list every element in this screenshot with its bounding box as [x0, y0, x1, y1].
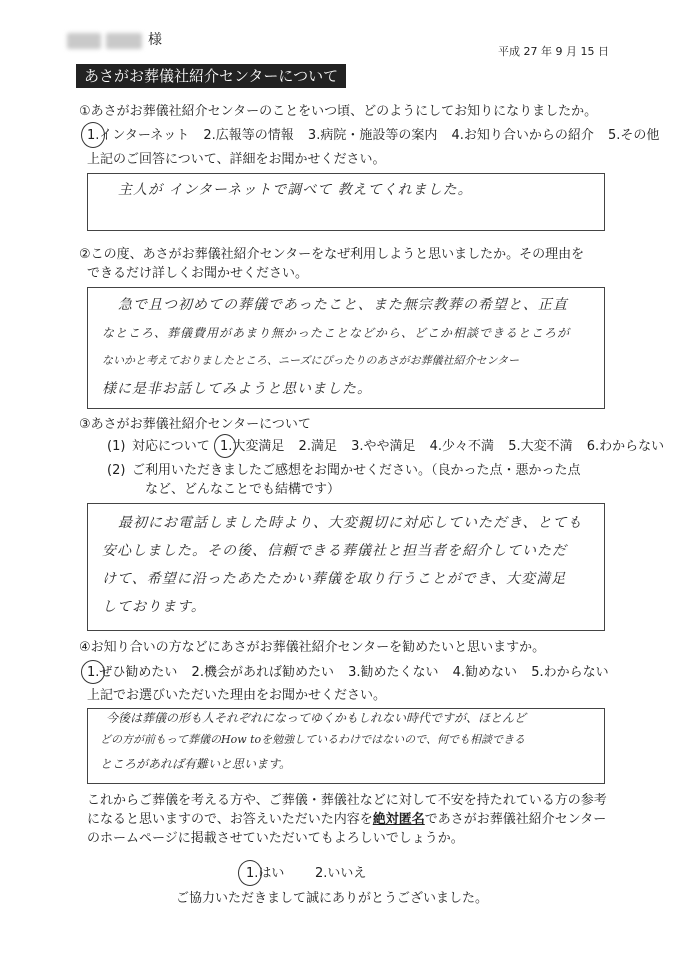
redacted-name-2 [106, 33, 142, 49]
closing-line2-after: であさがお葬儀社紹介センター [424, 812, 607, 827]
q3-sub1-options [220, 438, 674, 455]
q3-question: ③あさがお葬儀社紹介センターについて [79, 417, 311, 432]
q3-option-5[interactable]: 5.大変不満 [508, 439, 573, 454]
q2-answer-line: ないかと考えておりましたところ、ニーズにぴったりのあさがお葬儀社紹介センター [102, 354, 520, 367]
q3-answer-line: 最初にお電話しました時より、大変親切に対応していただき、とても [118, 515, 583, 531]
q2-question-line1: ②この度、あさがお葬儀社紹介センターをなぜ利用しようと思いましたか。その理由を [79, 247, 585, 262]
q4-question: ④お知り合いの方などにあさがお葬儀社紹介センターを勧めたいと思いますか。 [79, 640, 546, 655]
q1-answer-line: 主人が インターネットで調べて 教えてくれました。 [118, 182, 473, 198]
thanks-message: ご協力いただきまして誠にありがとうございました。 [176, 891, 489, 906]
closing-line2 [87, 811, 606, 828]
q4-option-1[interactable]: 1.ぜひ勧めたい [87, 665, 178, 680]
q1-question: ①あさがお葬儀社紹介センターのことをいつ頃、どのようにしてお知りになりましたか。 [79, 104, 598, 119]
q3-sub2-text-line2: など、どんなことでも結構です） [145, 482, 341, 497]
q2-question-line2: できるだけ詳しくお聞かせください。 [87, 266, 309, 281]
q3-answer-line: 安心しました。その後、信頼できる葬儀社と担当者を紹介していただ [102, 543, 567, 559]
q1-option-3[interactable]: 3.病院・施設等の案内 [307, 128, 438, 143]
q1-option-1[interactable]: 1.インターネット [87, 128, 190, 143]
q3-selection-circle [214, 434, 236, 458]
closing-line2-before: になると思いますので、お答えいただいた内容を [87, 812, 373, 827]
q2-answer-line: 様に是非お話してみようと思いました。 [102, 381, 372, 397]
q3-sub1-text: 対応について [132, 439, 210, 454]
q4-option-5[interactable]: 5.わからない [531, 665, 609, 680]
q2-answer-box[interactable] [87, 287, 605, 409]
q1-option-5[interactable]: 5.その他 [608, 128, 660, 143]
q3-answer-box[interactable] [87, 503, 605, 631]
consent-selection-circle [238, 860, 262, 886]
q3-option-3[interactable]: 3.やや満足 [351, 439, 416, 454]
q4-followup: 上記でお選びいただいた理由をお聞かせください。 [87, 688, 387, 703]
q3-answer-line: けて、希望に沿ったあたたかい葬儀を取り行うことができ、大変満足 [102, 571, 567, 587]
q1-followup: 上記のご回答について、詳細をお聞かせください。 [87, 152, 386, 167]
honorific: 様 [148, 32, 162, 48]
q3-sub1-label: (1) [107, 439, 126, 454]
q3-option-2[interactable]: 2.満足 [298, 439, 337, 454]
q4-option-3[interactable]: 3.勧めたくない [348, 665, 439, 680]
q2-answer-line: なところ、葬儀費用があまり無かったことなどから、どこか相談できるところが [102, 326, 571, 340]
q1-options [87, 127, 669, 144]
redacted-name-1 [67, 33, 101, 49]
q1-selection-circle [81, 122, 105, 148]
closing-line1: これからご葬儀を考える方や、ご葬儀・葬儀社などに対して不安を持たれている方の参考 [87, 793, 607, 808]
q4-answer-box[interactable] [87, 708, 605, 784]
q3-option-6[interactable]: 6.わからない [586, 439, 665, 454]
section-title: あさがお葬儀社紹介センターについて [76, 64, 346, 88]
consent-yes[interactable]: 1.はい [246, 866, 285, 881]
q4-answer-line: ところがあれば有難いと思います。 [100, 757, 292, 771]
closing-line3: のホームページに掲載させていただいてもよろしいでしょうか。 [87, 831, 464, 846]
q4-option-4[interactable]: 4.勧めない [452, 665, 518, 680]
q3-answer-line: しております。 [102, 599, 206, 615]
q4-answer-line: 今後は葬儀の形も人それぞれになってゆくかもしれない時代ですが、ほとんど [106, 711, 527, 725]
q2-answer-line: 急で且つ初めての葬儀であったこと、また無宗教葬の希望と、正直 [118, 297, 568, 313]
q4-answer-line: どの方が前もって葬儀のHow toを勉強しているわけではないので、何でも相談できる [100, 733, 525, 746]
q4-options [87, 664, 619, 681]
q3-sub2-text-line1: ご利用いただきましたご感想をお聞かせください。（良かった点・悪かった点 [132, 463, 581, 478]
date: 平成 27 年 9 月 15 日 [498, 45, 609, 58]
q3-option-1[interactable]: 1.大変満足 [220, 439, 285, 454]
q4-option-2[interactable]: 2.機会があれば勧めたい [191, 665, 334, 680]
q1-option-2[interactable]: 2.広報等の情報 [203, 128, 294, 143]
anonymous-emphasis: 絶対匿名 [372, 812, 425, 827]
q1-option-4[interactable]: 4.お知り合いからの紹介 [451, 128, 594, 143]
consent-no[interactable]: 2.いいえ [315, 866, 367, 881]
q1-answer-box[interactable] [87, 173, 605, 231]
q4-selection-circle [81, 660, 105, 684]
q3-option-4[interactable]: 4.少々不満 [429, 439, 495, 454]
q3-sub2-label: (2) [107, 463, 126, 478]
